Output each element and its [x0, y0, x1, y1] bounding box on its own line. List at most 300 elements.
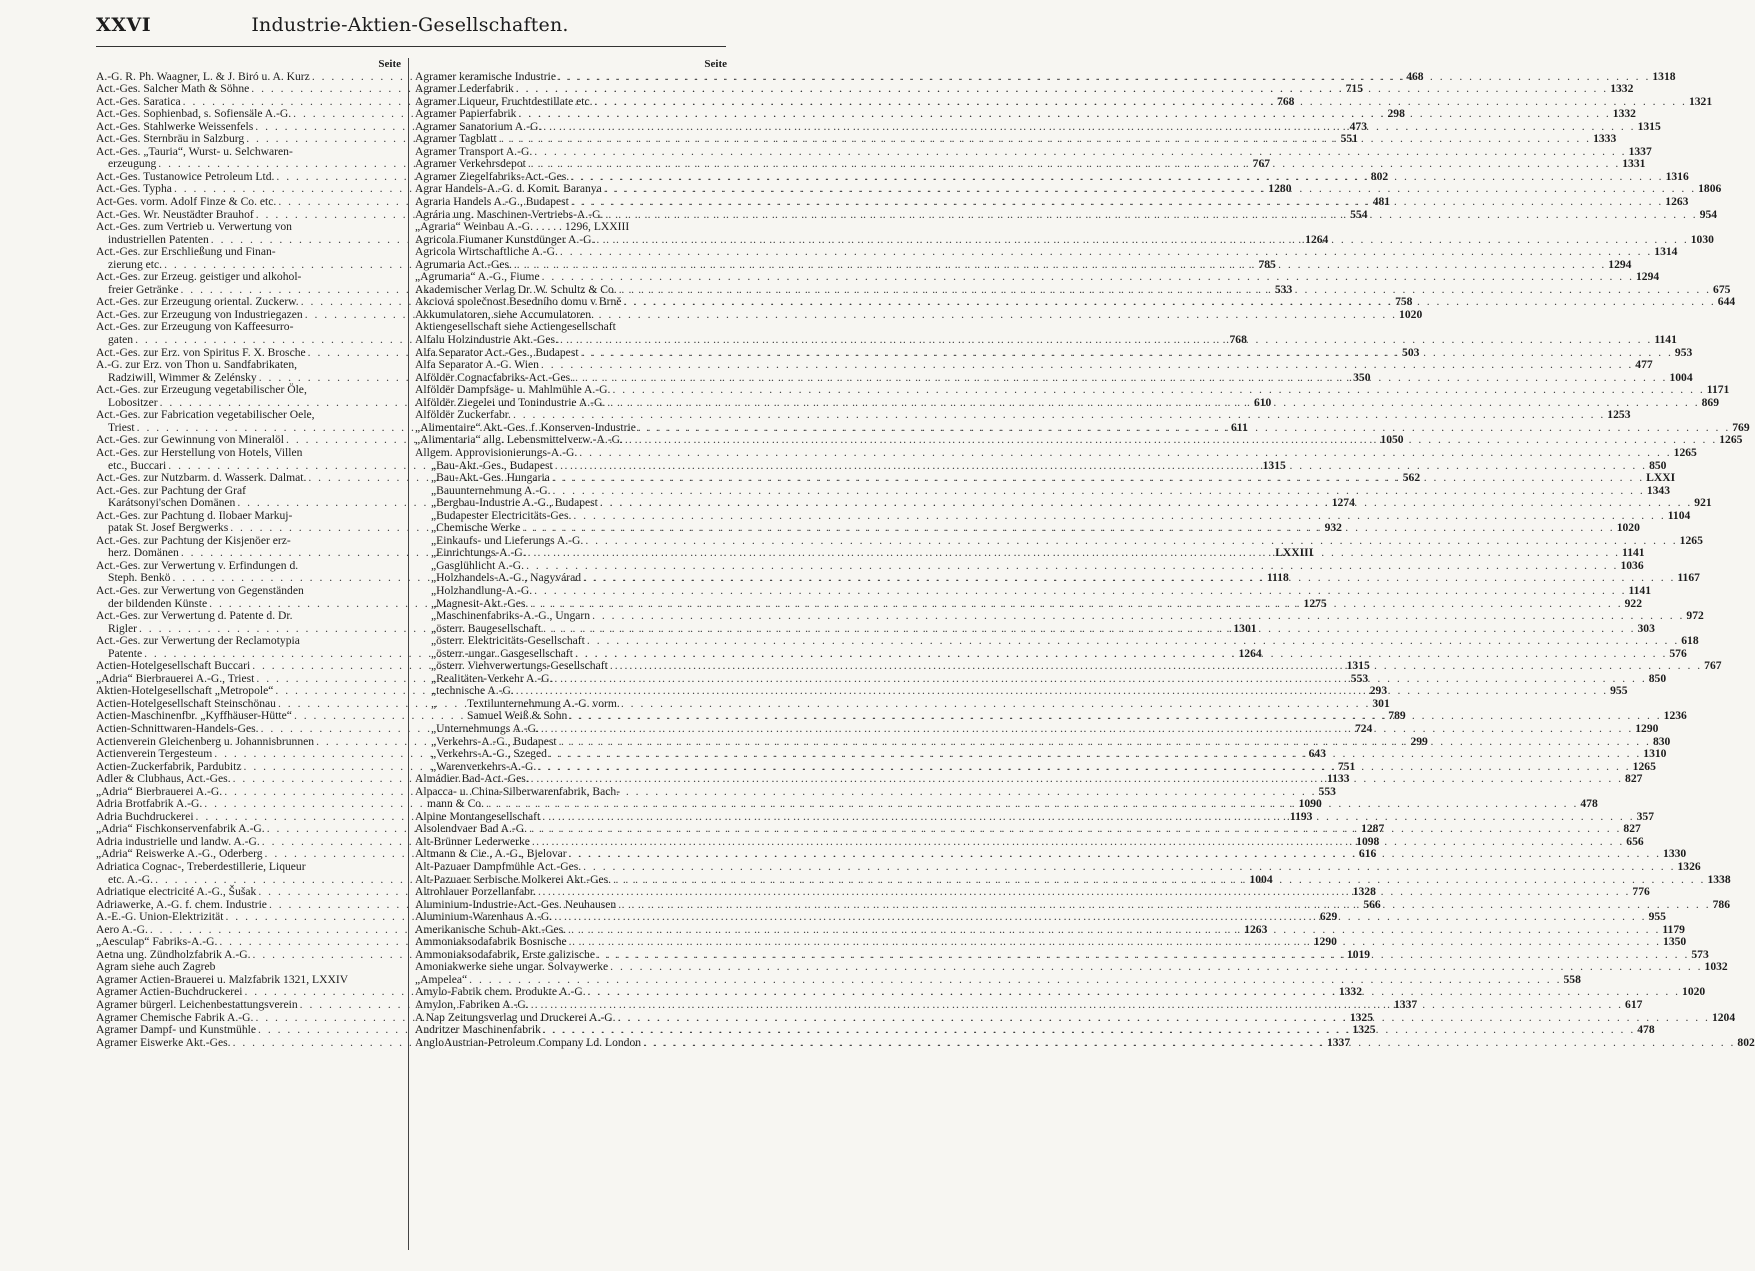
dot-leader: [499, 133, 1591, 146]
page-ref: 1264: [1238, 646, 1262, 660]
page-ref: 972: [1686, 609, 1704, 623]
ditto-mark: „: [431, 734, 437, 748]
page-ref: 1263: [1665, 195, 1689, 209]
page-ref: 1331: [1622, 157, 1646, 171]
entry-text: Agramer Lederfabrik: [415, 82, 514, 96]
entry-text: Agrar Handels-A.-G. d. Komit. Baranya: [415, 182, 602, 196]
entry-text: A.-G. R. Ph. Waagner, L. & J. Biró u. A. Kurz: [96, 69, 310, 83]
page-ref: 1050: [1380, 433, 1404, 447]
index-entry: [415, 860, 1701, 874]
entry-text: Akademischer Verlag Dr. W. Schultz & Co.: [415, 282, 617, 296]
entry-text: Actienverein Gleichenberg u. Johannisbrunnen: [96, 734, 315, 748]
page-ref: 954: [1699, 207, 1718, 221]
page-ref: 468: [1406, 69, 1424, 83]
dot-leader: [513, 409, 1605, 422]
ditto-mark: „: [431, 458, 437, 472]
dot-leader: [549, 748, 1641, 761]
page-ref: 618: [1681, 634, 1699, 648]
entry-text: Act.-Ges. zur Verwertung von Gegenständen: [96, 583, 304, 597]
page-ref: 576: [1669, 646, 1687, 660]
entry-text: Bauunternehmung A.-G.: [436, 483, 551, 497]
entry-line: [96, 221, 401, 234]
entry-text: Alsolendvaer Bad A.-G.: [415, 822, 528, 836]
entry-text: patak St. Josef Bergwerks: [108, 521, 229, 535]
entry-text: „Adria“ Bierbrauerei A.-G.: [96, 784, 223, 798]
page-ref: 768: [1277, 94, 1295, 108]
entry-text: Act.-Ges. zur Erzeugung vegetabilischer Öle,: [96, 383, 307, 397]
entry-text: Aero A.-G.: [96, 922, 148, 936]
entry-text: Adriatica Cognac-, Treberdestillerie, Liqueur: [96, 860, 306, 873]
entry-text: Act.-Ges. zur Erzeugung von Kaffeesurro-: [96, 320, 294, 334]
page-ref: 1020: [1399, 307, 1423, 321]
dot-leader: [516, 83, 1608, 96]
dot-leader: [560, 246, 1652, 259]
page-ref: LXXI: [1646, 471, 1676, 485]
entry-text: Einkaufs- und Lieferungs A.-G.: [436, 533, 584, 547]
entry-text: industriellen Patenten: [108, 232, 209, 246]
page-ref: 299: [1410, 734, 1428, 748]
page-ref: 785: [1258, 257, 1276, 271]
dot-leader: [528, 547, 1620, 560]
ditto-mark: „: [431, 558, 437, 572]
dot-leader: [531, 773, 1623, 786]
entry-text: Alpacca- u. China-Silberwarenfabrik, Bach-: [415, 784, 621, 798]
entry-text: Agramer bürgerl. Leichenbestattungsverein: [96, 998, 298, 1012]
page-ref: 827: [1625, 772, 1643, 786]
page-ref: 1104: [1667, 508, 1691, 522]
entry-text: Act.-Ges. zur Verwertung v. Erfindungen d.: [96, 558, 299, 572]
entry-text: Agramer Verkehrsdepot: [415, 157, 526, 171]
page-ref: 827: [1623, 822, 1641, 836]
entry-text: Realitäten-Verkehr A.-G.: [436, 671, 553, 685]
entry-text: Act.-Ges. zur Pachtung der Kisjenöer erz-: [96, 533, 291, 547]
page-ref: 1204: [1711, 1010, 1736, 1024]
entry-text: Alt-Brünner Lederwerke: [415, 834, 530, 848]
entry-text: Adler & Clubhaus, Act.-Ges.: [96, 772, 231, 786]
entry-text: der bildenden Künste: [108, 596, 208, 610]
page-ref: 610: [1253, 395, 1272, 409]
ditto-mark: „: [431, 483, 437, 497]
page-ref: 1321: [1688, 94, 1713, 108]
page-ref: 350: [1353, 370, 1371, 384]
page-ref: 921: [1694, 496, 1712, 510]
entry-text: Alt-Pazuaer Dampfmühle Act.-Ges.: [415, 860, 582, 873]
entry-text: Amylo-Fabrik chem. Produkte A.-G.: [415, 985, 586, 999]
entry-text: Act.-Ges. zur Gewinnung von Mineralöl: [96, 433, 285, 447]
entry-line: [415, 634, 1699, 648]
entry-text: Act.-Ges. zur Erzeugung von Industriegazen: [96, 307, 303, 321]
page-ref: 1193: [1289, 809, 1313, 823]
page-ref: 533: [1274, 282, 1293, 296]
dot-leader: [538, 886, 1630, 899]
entry-line: [96, 861, 401, 874]
page-ref: 481: [1372, 195, 1391, 209]
ditto-mark: „: [431, 609, 437, 623]
page-ref: 1333: [1593, 132, 1617, 146]
page-ref: 553: [1318, 784, 1336, 798]
entry-text: etc., Buccari: [108, 458, 167, 472]
dot-leader: [643, 1037, 1735, 1050]
entry-text: Alt-Pazuaer Serbische Molkerei Akt.-Ges.: [415, 872, 612, 886]
entry-text: Rigler: [108, 621, 137, 635]
entry-text: Ammoniaksodafabrik Bosnische: [415, 935, 567, 949]
page-ref: 789: [1388, 709, 1406, 723]
entry-text: Agramer Dampf- und Kunstmühle: [96, 1023, 257, 1037]
page-ref: 553: [1350, 671, 1369, 685]
page-ref: 1020: [1682, 985, 1706, 999]
ditto-mark: „: [431, 671, 437, 685]
entry-text: Triest: [108, 420, 135, 434]
index-entry: [415, 445, 1697, 460]
entry-text: „Aesculap“ Fabriks-A.-G.: [96, 935, 218, 949]
page-ref: 751: [1337, 759, 1356, 773]
page-ref: 503: [1402, 345, 1420, 359]
entry-text: Lobositzer: [108, 395, 158, 409]
entry-text: Holzhandels-A.-G., Nagyvárad: [436, 571, 582, 585]
entry-text: Karátsonyi'schen Domänen: [108, 496, 236, 510]
entry-text: gaten: [108, 333, 134, 347]
dot-leader: [543, 1024, 1635, 1037]
page-title: Industrie-Aktien-Gesellschaften.: [251, 14, 569, 36]
entry-line: [96, 447, 401, 460]
entry-text: Agrária ung. Maschinen-Vertriebs-A.-G.: [415, 207, 604, 221]
page-ref: 724: [1354, 721, 1373, 735]
dot-leader: [541, 723, 1633, 736]
entry-line: [415, 609, 1704, 623]
entry-text: Act.-Ges. „Tauria“, Wurst- u. Selchwaren-: [96, 144, 293, 158]
entry-text: Amerikanische Schuh-Akt.-Ges.: [415, 922, 567, 936]
page-ref: LXXIII: [1275, 546, 1314, 560]
page-ref: 478: [1580, 797, 1598, 811]
entry-text: Agramer Transport A.-G.: [415, 144, 533, 158]
page-ref: 1098: [1356, 834, 1380, 848]
page-ref: 1287: [1361, 822, 1385, 836]
dot-leader: [571, 196, 1663, 209]
dot-leader: [592, 610, 1684, 623]
dot-leader: [531, 999, 1623, 1012]
page-ref: 1315: [1262, 458, 1286, 472]
entry-text: Act.-Ges. zur Pachtung der Graf: [96, 483, 247, 497]
page-ref: 955: [1610, 684, 1628, 698]
entry-text: „Alimentaria“ allg. Lebensmittelverw.-A.-G.: [415, 433, 623, 447]
page-ref: 643: [1308, 747, 1327, 761]
ditto-mark: „: [431, 508, 437, 522]
entry-text: Act.-Ges. zur Erschließung und Finan-: [96, 245, 276, 259]
page-ref: 616: [1358, 847, 1377, 861]
entry-text: Agramer Liqueur, Fruchtdestillate etc.: [415, 94, 593, 108]
entry-text: Act.-Ges. zur Fabrication vegetabilischer Oele,: [96, 408, 315, 422]
ditto-mark: „: [431, 533, 437, 547]
page-ref: 1141: [1654, 333, 1677, 347]
ditto-mark: „: [431, 571, 437, 585]
entry-text: Einrichtungs-A.-G.: [436, 546, 526, 560]
page-ref: 1332: [1612, 107, 1636, 121]
page-ref: 303: [1637, 621, 1655, 635]
page-ref: 1332: [1338, 985, 1363, 999]
index-entry: [415, 383, 1730, 397]
page-ref: 786: [1712, 897, 1730, 911]
ditto-mark: „: [431, 696, 437, 710]
page-ref: 1806: [1698, 182, 1722, 196]
index-entry: [415, 358, 1653, 372]
index-entry: [415, 245, 1678, 259]
page-number: XXVI: [96, 14, 152, 36]
page-ref: 1290: [1635, 721, 1659, 735]
page-ref: 1253: [1607, 408, 1631, 422]
entry-text: Agrumaria Act.-Ges.: [415, 257, 512, 271]
page-ref: 1337: [1326, 1035, 1351, 1049]
page-ref: 1236: [1663, 709, 1687, 723]
entry-text: Steph. Benkö: [108, 571, 171, 585]
entry-line: [96, 271, 401, 284]
entry-text: Actien-Zuckerfabrik, Pardubitz: [96, 759, 242, 773]
entry-text: Verkehrs-A.-G., Szeged: [436, 747, 547, 761]
entry-text: Agram siehe auch Zagreb: [96, 960, 216, 974]
dot-leader: [583, 861, 1675, 874]
index-entry: [415, 609, 1704, 623]
ditto-mark: „: [431, 646, 437, 660]
page-ref: 955: [1648, 910, 1666, 924]
page-ref: 1332: [1610, 82, 1634, 96]
dot-leader: [569, 936, 1661, 949]
page-ref: 830: [1652, 734, 1671, 748]
entry-text: österr. Baugesellschaft: [436, 621, 542, 635]
entry-text: Aktien-Hotelgesellschaft „Metropole“: [96, 684, 274, 698]
dot-leader: [554, 911, 1646, 924]
entry-text: Act.-Ges. zur Erzeug. geistiger und alkohol-: [96, 270, 302, 284]
index-entry: [415, 221, 727, 234]
entry-text: Altrohlauer Porzellanfabr.: [415, 885, 537, 899]
dot-leader: [605, 209, 1697, 222]
entry-text: Adria Brotfabrik A.-G.: [96, 797, 203, 811]
entry-text: AngloAustrian-Petroleum Company Ld. London: [415, 1035, 642, 1049]
entry-text: Maschinenfabriks-A.-G., Ungarn: [436, 609, 591, 623]
page-ref: 1337: [1394, 998, 1418, 1012]
page-ref: 1265: [1679, 533, 1703, 547]
entry-text: Agraria Handels A.-G., Budapest: [415, 195, 569, 209]
ditto-mark: „: [431, 496, 437, 510]
entry-text: Act.-Ges. zur Verwertung d. Patente d. Dr.: [96, 609, 293, 623]
page-ref: 357: [1636, 809, 1654, 823]
dot-leader: [612, 384, 1704, 397]
entry-text: Agramer Eiswerke Akt.-Ges.: [96, 1035, 231, 1049]
entry-text: technische A.-G.: [436, 684, 514, 698]
entry-text: freier Getränke: [108, 282, 179, 296]
entry-line: [415, 245, 1678, 259]
page-ref: 953: [1674, 345, 1693, 359]
entry-text: „Agraria“ Weinbau A.-G. . . . . . 1296, LXXIII: [415, 220, 630, 234]
entry-text: Verkehrs-A.-G., Budapest: [436, 734, 557, 748]
entry-text: Holzhandlung-A.-G.: [436, 583, 533, 597]
entry-text: „Ampelea“: [415, 972, 468, 986]
dot-leader: [541, 359, 1633, 372]
entry-line: [96, 585, 401, 598]
page-ref: 1337: [1628, 144, 1652, 158]
entry-line: [96, 409, 401, 422]
entry-text: Act.-Ges. zur Verwertung der Reclamotypia: [96, 634, 300, 648]
page-ref: 1141: [1622, 546, 1645, 560]
dot-leader: [516, 685, 1608, 698]
entry-text: Act.-Ges. Tustanowice Petroleum Ltd.: [96, 169, 275, 183]
entry-line: [96, 246, 401, 259]
ditto-mark: „: [431, 721, 437, 735]
entry-text: österr. Viehverwertungs-Gesellschaft: [436, 659, 608, 673]
entry-text: Textilunternehmung A.-G. vorm.: [467, 696, 620, 710]
header-rule: [96, 46, 726, 47]
dot-leader: [587, 635, 1679, 648]
entry-text: etc. A.-G.: [108, 872, 154, 886]
dot-leader: [600, 497, 1692, 510]
page-ref: 1330: [1663, 847, 1687, 861]
entry-text: Agramer keramische Industrie: [415, 69, 556, 83]
entry-text: Bergbau-Industrie A.-G., Budapest: [436, 496, 598, 510]
dot-leader: [542, 271, 1634, 284]
ditto-mark: „: [431, 621, 437, 635]
page-ref: 1315: [1346, 659, 1370, 673]
page-ref: 1090: [1298, 797, 1322, 811]
entry-text: österr.-ungar. Gasgesellschaft: [436, 646, 573, 660]
entry-text: Act.-Ges. Sophienbad, s. Sofiensäle A.-G.: [96, 107, 292, 121]
page-ref: 776: [1632, 885, 1650, 899]
entry-text: Alfa Separator A.-G. Wien: [415, 358, 539, 372]
entry-text: Agramer Ziegelfabriks-Act.-Ges.: [415, 169, 570, 183]
page-ref: 1264: [1305, 232, 1329, 246]
dot-leader: [610, 660, 1702, 673]
page-ref: 1275: [1303, 596, 1327, 610]
index-entry: [415, 270, 1660, 284]
entry-text: Aluminium-Industrie-Act.-Ges. Neuhausen: [415, 897, 617, 911]
entry-text: Alfalu Holzindustrie Akt.-Ges.: [415, 333, 558, 347]
entry-text: Act.-Ges. Stahlwerke Weissenfels: [96, 119, 254, 133]
entry-text: Act.-Ges. zur Herstellung von Hotels, Villen: [96, 445, 303, 459]
entry-text: Act.-Ges. Saratica: [96, 94, 181, 108]
entry-text: Actien-Hotelgesellschaft Buccari: [96, 659, 251, 673]
entry-text: Agramer Chemische Fabrik A.-G.: [96, 1010, 254, 1024]
entry-text: Andritzer Maschinenfabrik: [415, 1023, 541, 1037]
page-ref: 1301: [1233, 621, 1257, 635]
page-ref: 1294: [1635, 270, 1660, 284]
entry-text: Agramer Actien-Buchdruckerei: [96, 985, 243, 999]
page-ref: 611: [1231, 420, 1248, 434]
page-ref: 558: [1563, 972, 1581, 986]
entry-text: Aetna ung. Zündholzfabrik A.-G.: [96, 947, 251, 961]
entry-text: Gasglühlicht A.-G.: [436, 558, 525, 572]
page-ref: 869: [1701, 395, 1719, 409]
page-ref: 715: [1345, 82, 1364, 96]
entry-text: Act.-Ges. zum Vertrieb u. Verwertung von: [96, 220, 292, 234]
entry-text: „Adria“ Bierbrauerei A.-G., Triest: [96, 671, 255, 685]
entry-line: [96, 359, 401, 372]
entry-text: Agramer Sanatorium A.-G.: [415, 119, 542, 133]
dot-leader: [579, 447, 1671, 460]
entry-line: [415, 583, 1652, 598]
entry-text: Alföldër Zuckerfabr.: [415, 408, 511, 422]
page-ref: 551: [1340, 132, 1358, 146]
entry-text: „Alimentaire“ Akt.-Ges. f. Konserven-Industrie: [415, 420, 636, 434]
entry-text: Agramer Actien-Brauerei u. Malzfabrik 1321, LXXIV: [96, 972, 349, 986]
entry-text: Akkumulatoren, siehe Accumulatoren.: [415, 307, 595, 321]
entry-text: Act-Ges. vorm. Adolf Finze & Co. etc.: [96, 195, 277, 209]
ditto-mark: „: [431, 596, 437, 610]
page-ref: 1343: [1646, 483, 1671, 497]
page-ref: 768: [1229, 333, 1247, 347]
entry-text: österr. Elektricitäts-Gesellschaft: [436, 634, 585, 648]
entry-text: Actien-Maschinenfbr. „Kyffhäuser-Hütte“: [96, 709, 292, 723]
entry-text: „Agrumaria“ A.-G., Fiume: [415, 270, 540, 284]
ditto-mark: „: [431, 684, 437, 698]
page-ref: 293: [1369, 684, 1388, 698]
page-ref: 1030: [1690, 232, 1714, 246]
entry-text: Patente: [108, 646, 143, 660]
page-ref: 1315: [1637, 119, 1661, 133]
page-ref: 298: [1387, 107, 1405, 121]
entry-text: Actien-Schnittwaren-Handels-Ges.: [96, 721, 259, 735]
entry-line: [96, 610, 401, 623]
ditto-mark: „: [431, 634, 437, 648]
entry-text: Adria industrielle und landw. A.-G.: [96, 834, 260, 848]
column-divider: [408, 58, 409, 1250]
entry-text: Altmann & Cie., A.-G., Bjelovar: [415, 847, 567, 861]
page-ref: 1263: [1244, 922, 1268, 936]
entry-line: [415, 358, 1653, 372]
entry-text: Bau-Akt.-Ges. Hungaria: [436, 471, 550, 485]
seite-label: Seite: [704, 58, 727, 70]
index-entry: [415, 634, 1699, 648]
entry-text: „Adria“ Fischkonservenfabrik A.-G.: [96, 822, 265, 836]
page-ref: 850: [1649, 458, 1667, 472]
entry-text: Warenverkehrs-A.-G.: [436, 759, 537, 773]
page-ref: 1141: [1628, 583, 1652, 597]
page-ref: 562: [1402, 471, 1421, 485]
entry-text: erzeugung: [108, 157, 157, 171]
dot-leader: [560, 334, 1652, 347]
index-entry: [415, 408, 1631, 422]
page-ref: 1294: [1608, 257, 1632, 271]
page-ref: 629: [1319, 910, 1338, 924]
entry-text: Allgem. Approvisionierungs-A.-G.: [415, 445, 578, 459]
entry-text: Agricola Wirtschaftliche A.-G.: [415, 245, 558, 259]
page-ref: 767: [1704, 659, 1722, 673]
page-ref: 1318: [1652, 69, 1676, 83]
page-ref: 656: [1626, 834, 1644, 848]
page-ref: 1280: [1268, 182, 1292, 196]
page-ref: 1265: [1719, 433, 1743, 447]
entry-line: [415, 408, 1631, 422]
page-ref: 554: [1350, 207, 1368, 221]
entry-text: Act.-Ges. Typha: [96, 182, 172, 196]
page-ref: 1274: [1331, 496, 1355, 510]
page-ref: 1019: [1346, 947, 1371, 961]
page-ref: 473: [1349, 119, 1368, 133]
entry-text: Adriatique electricité A.-G., Šušak: [96, 885, 257, 899]
entry-text: Akciová společnost Besedního domu v Brně: [415, 295, 622, 309]
page-ref: 1290: [1313, 935, 1337, 949]
entry-text: Aluminium-Warenhaus A.-G.: [415, 910, 553, 924]
entry-text: Chemische Werke: [436, 521, 521, 535]
page-ref: 1118: [1266, 571, 1289, 585]
entry-text: Alföldër Ziegelei und Tonindustrie A.-G.: [415, 395, 606, 409]
dot-leader: [522, 522, 1614, 535]
entry-text: Alföldër Cognacfabriks-Act.-Ges.: [415, 370, 574, 384]
page-ref: 1171: [1706, 383, 1730, 397]
entry-text: Unternehmungs A.-G.: [436, 721, 539, 735]
page-ref: 1032: [1704, 960, 1728, 974]
entry-line: [96, 635, 401, 648]
entry-text: Actienverein Tergesteum: [96, 747, 213, 761]
page-ref: 1167: [1677, 571, 1700, 585]
entry-text: Agramer Tagblatt: [415, 132, 497, 146]
entry-text: Amylon, Fabriken A.-G.: [415, 998, 529, 1012]
